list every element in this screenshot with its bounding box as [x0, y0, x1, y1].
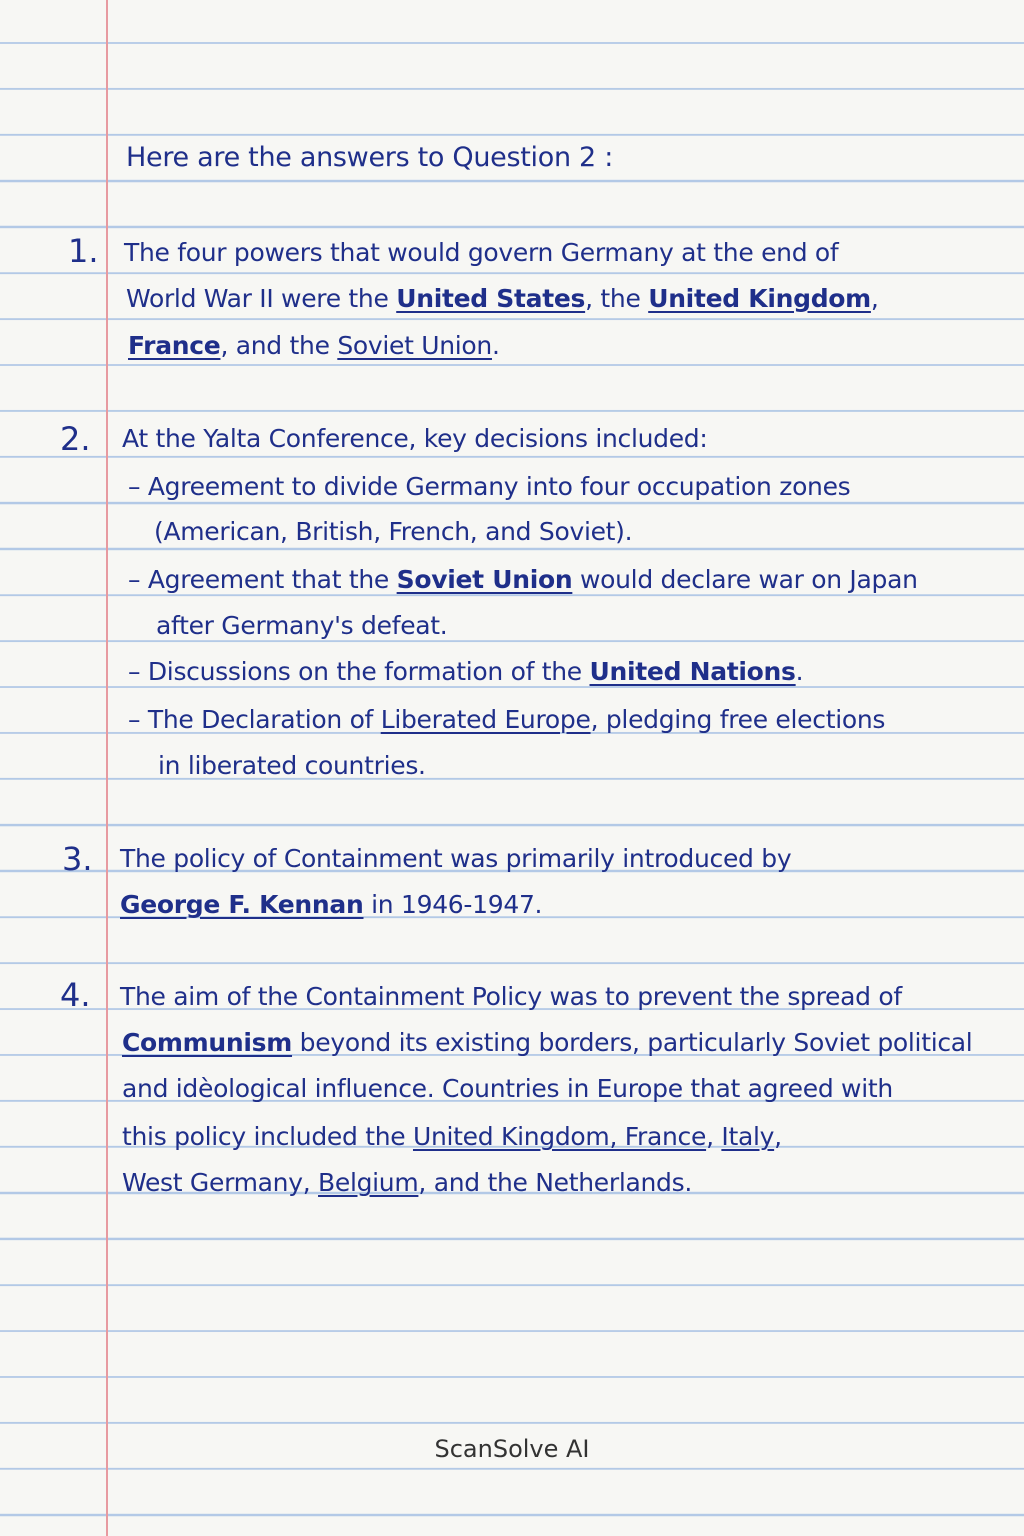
underlined-term: United Nations	[589, 657, 796, 686]
answer-4-line-2: Communism beyond its existing borders, particularly Soviet political	[122, 1028, 973, 1057]
answer-2-number: 2.	[60, 420, 91, 458]
answer-4-number: 4.	[60, 976, 91, 1014]
underlined-term: United States	[396, 284, 586, 313]
answer-2-line-7: – The Declaration of Liberated Europe, pledging free elections	[128, 705, 886, 734]
answer-4-line-3: and idèological influence. Countries in Europe that agreed with	[122, 1074, 893, 1103]
underlined-term: George F. Kennan	[120, 890, 364, 919]
answer-1-number: 1.	[68, 232, 99, 270]
underlined-term: France	[128, 331, 221, 360]
answer-2-line-5: after Germany's defeat.	[156, 611, 448, 640]
answer-2-line-4: – Agreement that the Soviet Union would declare war on Japan	[128, 565, 918, 594]
underlined-term: Italy	[721, 1122, 775, 1151]
underlined-term: Communism	[122, 1028, 293, 1057]
answer-4-line-5: West Germany, Belgium, and the Netherlands.	[122, 1168, 692, 1197]
underlined-term: Soviet Union	[396, 565, 573, 594]
margin-line	[106, 0, 108, 1536]
answer-1-line-1: The four powers that would govern Germany at the end of	[124, 238, 839, 267]
footer-watermark: ScanSolve AI	[434, 1435, 590, 1463]
answer-2-line-3: (American, British, French, and Soviet).	[154, 517, 633, 546]
underlined-term: United Kingdom	[648, 284, 871, 313]
answer-3-line-2: George F. Kennan in 1946-1947.	[120, 890, 543, 919]
answer-2-line-1: At the Yalta Conference, key decisions included:	[122, 424, 708, 453]
answer-4-line-4: this policy included the United Kingdom, France, Italy,	[122, 1122, 782, 1151]
answer-3-number: 3.	[62, 840, 93, 878]
answer-1-line-2: World War II were the United States, the United Kingdom,	[126, 284, 879, 313]
answer-2-line-8: in liberated countries.	[158, 751, 426, 780]
underlined-term: United Kingdom, France	[412, 1122, 707, 1151]
underlined-term: Soviet Union	[337, 331, 492, 360]
answer-1-line-3: France, and the Soviet Union.	[128, 331, 500, 360]
underlined-term: Liberated Europe	[380, 705, 591, 734]
answer-3-line-1: The policy of Containment was primarily introduced by	[120, 844, 792, 873]
answer-2-line-6: – Discussions on the formation of the United Nations.	[128, 657, 804, 686]
underlined-term: Belgium	[318, 1168, 419, 1197]
answer-4-line-1: The aim of the Containment Policy was to prevent the spread of	[120, 982, 902, 1011]
answer-2-line-2: – Agreement to divide Germany into four occupation zones	[128, 472, 851, 501]
intro-heading: Here are the answers to Question 2 :	[126, 142, 614, 173]
